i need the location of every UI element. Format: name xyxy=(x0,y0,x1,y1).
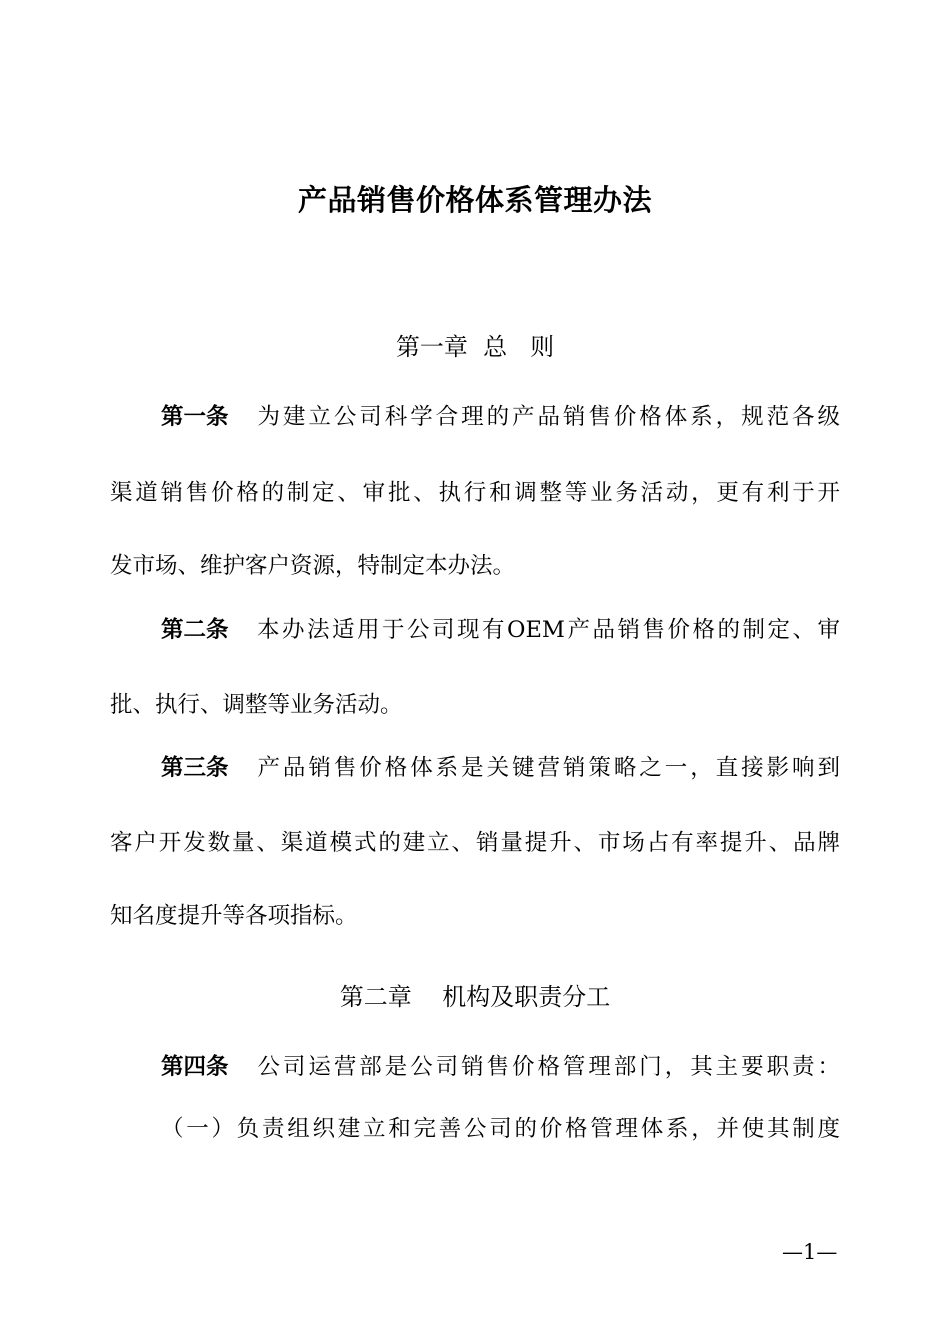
article-4-line-1: 公司运营部是公司销售价格管理部门，其主要职责： xyxy=(254,1054,840,1080)
article-3-first-line xyxy=(161,751,840,785)
article-3-label: 第三条 xyxy=(161,755,229,781)
article-2-line-1: 本办法适用于公司现有OEM产品销售价格的制定、审 xyxy=(254,617,840,643)
article-4-first-line xyxy=(161,1050,840,1084)
article-1-label: 第一条 xyxy=(161,404,229,430)
article-1-first-line xyxy=(161,400,840,434)
article-4-item-1: （一）负责组织建立和完善公司的价格管理体系，并使其制度 xyxy=(161,1116,840,1142)
document-title: 产品销售价格体系管理办法 xyxy=(297,183,652,217)
article-3-line-1: 产品销售价格体系是关键营销策略之一，直接影响到 xyxy=(254,755,840,781)
article-1-line-1: 为建立公司科学合理的产品销售价格体系，规范各级 xyxy=(254,404,840,430)
article-1-line-3: 发市场、维护客户资源，特制定本办法。 xyxy=(110,553,516,579)
page-number: —1— xyxy=(782,1240,838,1264)
article-3-line-3: 知名度提升等各项指标。 xyxy=(110,903,358,929)
article-4-label: 第四条 xyxy=(161,1054,229,1080)
article-3-line-2: 客户开发数量、渠道模式的建立、销量提升、市场占有率提升、品牌 xyxy=(110,830,840,856)
chapter-2-heading: 第二章 机构及职责分工 xyxy=(339,983,611,1011)
article-2-label: 第二条 xyxy=(161,617,229,643)
chapter-1-heading: 第一章 总 则 xyxy=(395,333,555,361)
article-1-line-2: 渠道销售价格的制定、审批、执行和调整等业务活动，更有利于开 xyxy=(110,480,840,506)
article-2-line-2: 批、执行、调整等业务活动。 xyxy=(110,692,403,718)
article-2-first-line xyxy=(161,613,840,647)
